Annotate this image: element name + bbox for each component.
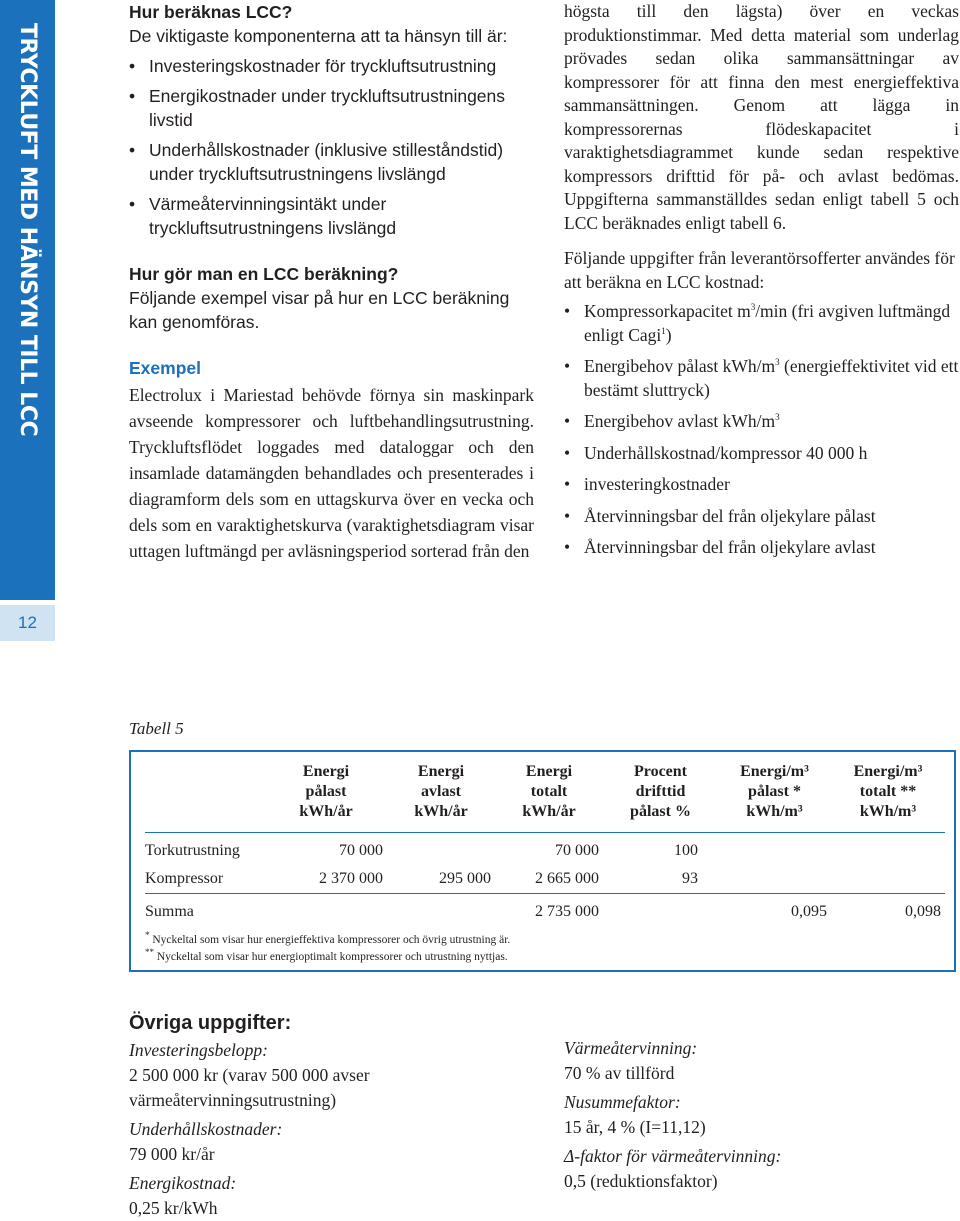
- table-cell: [831, 865, 945, 894]
- row-label: Kompressor: [145, 870, 224, 887]
- list-item: • Återvinningsbar del från oljekylare pålast: [564, 505, 959, 529]
- list-item: • Underhållskostnader (inklusive stilleståndstid) under tryckluftsutrustningens livslängd: [129, 138, 534, 186]
- table-cell: 2 370 000: [319, 870, 383, 887]
- table-frame: [129, 750, 956, 972]
- table-row: [145, 865, 945, 894]
- intro-text: De viktigaste komponenterna att ta hänsyn till är:: [129, 26, 508, 46]
- header-cell: Energi totalt kWh/år: [522, 763, 576, 820]
- value-heat-recovery: 70 % av tillförd: [564, 1063, 675, 1083]
- table-cell: 2 735 000: [535, 903, 599, 920]
- left-column: [129, 0, 534, 564]
- header-cell: Energi avlast kWh/år: [414, 763, 468, 820]
- supplier-data-list: [564, 300, 959, 560]
- other-data-heading: Övriga uppgifter:: [129, 1012, 292, 1034]
- table-cell: 295 000: [439, 870, 491, 887]
- table-cell: 0,095: [791, 903, 827, 920]
- header-cell: Energi/m³ pålast * kWh/m³: [740, 763, 809, 820]
- value-present-value-factor: 15 år, 4 % (I=11,12): [564, 1117, 706, 1137]
- list-item: • Investeringskostnader för tryckluftsutrustning: [129, 54, 534, 78]
- list-item: • Energikostnader under tryckluftsutrustningens livstid: [129, 84, 534, 132]
- list-item: • Kompressorkapacitet $m^3/\min$ (fri avgiven luftmängd enligt Cagi$^1$): [564, 300, 959, 347]
- heading-how-calculated: Hur beräknas LCC?: [129, 2, 293, 22]
- list-item: • Återvinningsbar del från oljekylare avlast: [564, 536, 959, 560]
- header-cell: [145, 762, 265, 833]
- table-cell: [265, 898, 387, 926]
- row-label: Torkutrustning: [145, 842, 240, 859]
- example-text: Electrolux i Mariestad behövde förnya sin maskinpark avseende kompressorer och luftbehandlingsutrustning. Tryckluftsflödet loggades med dataloggar och den insamlade datamängden behandlades och presenterades i diagramform dels som en uttagskurva över en vecka och dels som en varaktighetskurva (varaktighetsdiagram visar uttagen luftmängd per avläsningsperiod sorterad från den: [129, 385, 534, 561]
- label-present-value-factor: Nusummefaktor:: [564, 1092, 681, 1112]
- sidebar-title: [0, 0, 55, 460]
- right-column: [564, 0, 959, 568]
- footnote-2: ** Nyckeltal som visar hur energioptimalt kompressorer och utrustning nyttjas.: [145, 947, 508, 963]
- footnote-1: * Nyckeltal som visar hur energieffektiva kompressorer och övrig utrustning är.: [145, 930, 511, 946]
- right-paragraph-1: högsta till den lägsta) över en veckas produktionstimmar. Med detta material som underlag prövades sedan olika sammansättningar av kompressorer för att finna den mest energieffektiva sammansättningen. Genom att lägga in kompressorernas flödeskapacitet i varaktighetsdiagrammet kunde sedan respektive kompressors drifttid för på- och avlast bedömas. Uppgifterna sammanställdes sedan enligt tabell 5 och LCC beräknades enligt tabell 6.: [564, 1, 959, 233]
- table-cell: [387, 837, 495, 865]
- heading-how-to: Hur gör man en LCC beräkning?: [129, 264, 399, 284]
- label-maintenance: Underhållskostnader:: [129, 1119, 283, 1139]
- sidebar-title-text: TRYCKLUFT MED HÄNSYN TILL LCC: [15, 23, 40, 437]
- value-investment: 2 500 000 kr (varav 500 000 avser värmeåtervinningsutrustning): [129, 1065, 370, 1110]
- table-cell: 93: [682, 870, 698, 887]
- table-header-row: [145, 762, 945, 833]
- label-energy-cost: Energikostnad:: [129, 1173, 237, 1193]
- table-cell: [718, 837, 831, 865]
- label-heat-recovery: Värmeåtervinning:: [564, 1038, 698, 1058]
- header-cell: Energi pålast kWh/år: [299, 763, 353, 820]
- sidebar-band: [0, 0, 55, 600]
- page-number: 12: [0, 605, 55, 641]
- header-cell: Procent drifttid pålast %: [630, 763, 691, 820]
- right-paragraph-2: Följande uppgifter från leverantörsofferter användes för att beräkna en LCC kostnad:: [564, 248, 955, 292]
- table-sum-row: [145, 898, 945, 926]
- label-delta-factor: Δ-faktor för värmeåtervinning:: [564, 1146, 782, 1166]
- table-cell: [718, 865, 831, 894]
- list-item: • Underhållskostnad/kompressor 40 000 h: [564, 442, 959, 466]
- how-to-text: Följande exempel visar på hur en LCC beräkning kan genomföras.: [129, 288, 510, 332]
- value-delta-factor: 0,5 (reduktionsfaktor): [564, 1171, 718, 1191]
- value-maintenance: 79 000 kr/år: [129, 1144, 215, 1164]
- component-list: [129, 54, 534, 240]
- table-cell: 0,098: [905, 903, 941, 920]
- table-cell: [603, 898, 718, 926]
- table-cell: 70 000: [339, 842, 383, 859]
- other-data-left: [129, 1010, 509, 1221]
- table-cell: 70 000: [555, 842, 599, 859]
- header-cell: Energi/m³ totalt ** kWh/m³: [853, 763, 923, 820]
- table-caption: Tabell 5: [129, 719, 184, 738]
- table-cell: [387, 898, 495, 926]
- label-investment: Investeringsbelopp:: [129, 1040, 268, 1060]
- other-data-right: [564, 1036, 944, 1194]
- table-cell: 2 665 000: [535, 870, 599, 887]
- row-label: Summa: [145, 903, 194, 920]
- heading-example: Exempel: [129, 358, 201, 378]
- list-item: • investeringkostnader: [564, 473, 959, 497]
- list-item: • Energibehov pålast kWh/$m^3$ (energieffektivitet vid ett bestämt sluttryck): [564, 355, 959, 402]
- list-item: • Energibehov avlast kWh/$m^3$: [564, 410, 959, 434]
- table-cell: 100: [674, 842, 698, 859]
- list-item: • Värmeåtervinningsintäkt under tryckluftsutrustningens livslängd: [129, 192, 534, 240]
- table-row: [145, 837, 945, 865]
- value-energy-cost: 0,25 kr/kWh: [129, 1198, 218, 1218]
- energy-table: [145, 762, 945, 926]
- table-cell: [831, 837, 945, 865]
